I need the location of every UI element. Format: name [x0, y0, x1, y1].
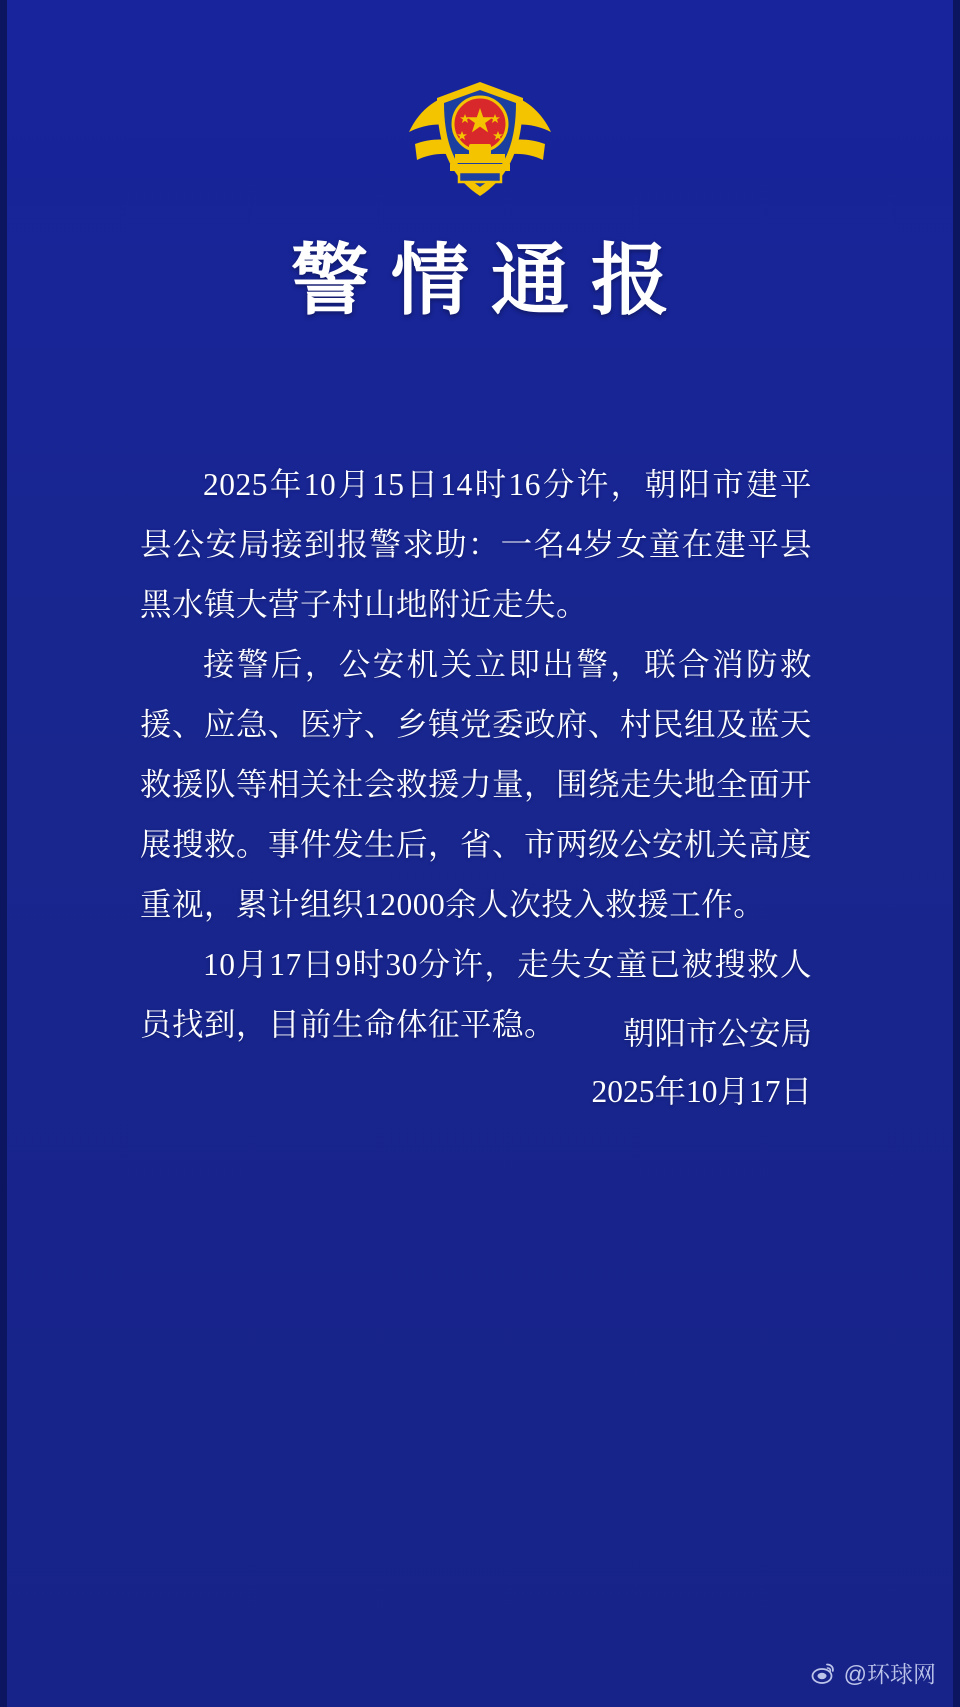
- page-title: 警情通报: [290, 237, 691, 324]
- china-police-emblem-icon: [395, 58, 565, 218]
- signature-block: [140, 1005, 812, 1121]
- watermark-label: @环球网: [843, 1661, 936, 1687]
- notice-body: [140, 455, 812, 1055]
- notice-paragraph-2: 接警后，公安机关立即出警，联合消防救援、应急、医疗、乡镇党委政府、村民组及蓝天救援队等相关社会救援力量，围绕走失地全面开展搜救。事件发生后，省、市两级公安机关高度重视，累计组织12000余人次投入救援工作。: [140, 647, 813, 922]
- weibo-logo-icon: [811, 1660, 836, 1685]
- signature-issuer: 朝阳市公安局: [622, 1016, 812, 1051]
- emblem-container: [0, 58, 960, 218]
- signature-date: 2025年10月17日: [591, 1074, 812, 1109]
- watermark: [811, 1656, 936, 1689]
- notice-paragraph-1: 2025年10月15日14时16分许，朝阳市建平县公安局接到报警求助：一名4岁女童在建平县黑水镇大营子村山地附近走失。: [140, 467, 812, 622]
- notice-paragraph-3: 10月17日9时30分许，走失女童已被搜救人员找到，目前生命体征平稳。: [140, 947, 812, 1042]
